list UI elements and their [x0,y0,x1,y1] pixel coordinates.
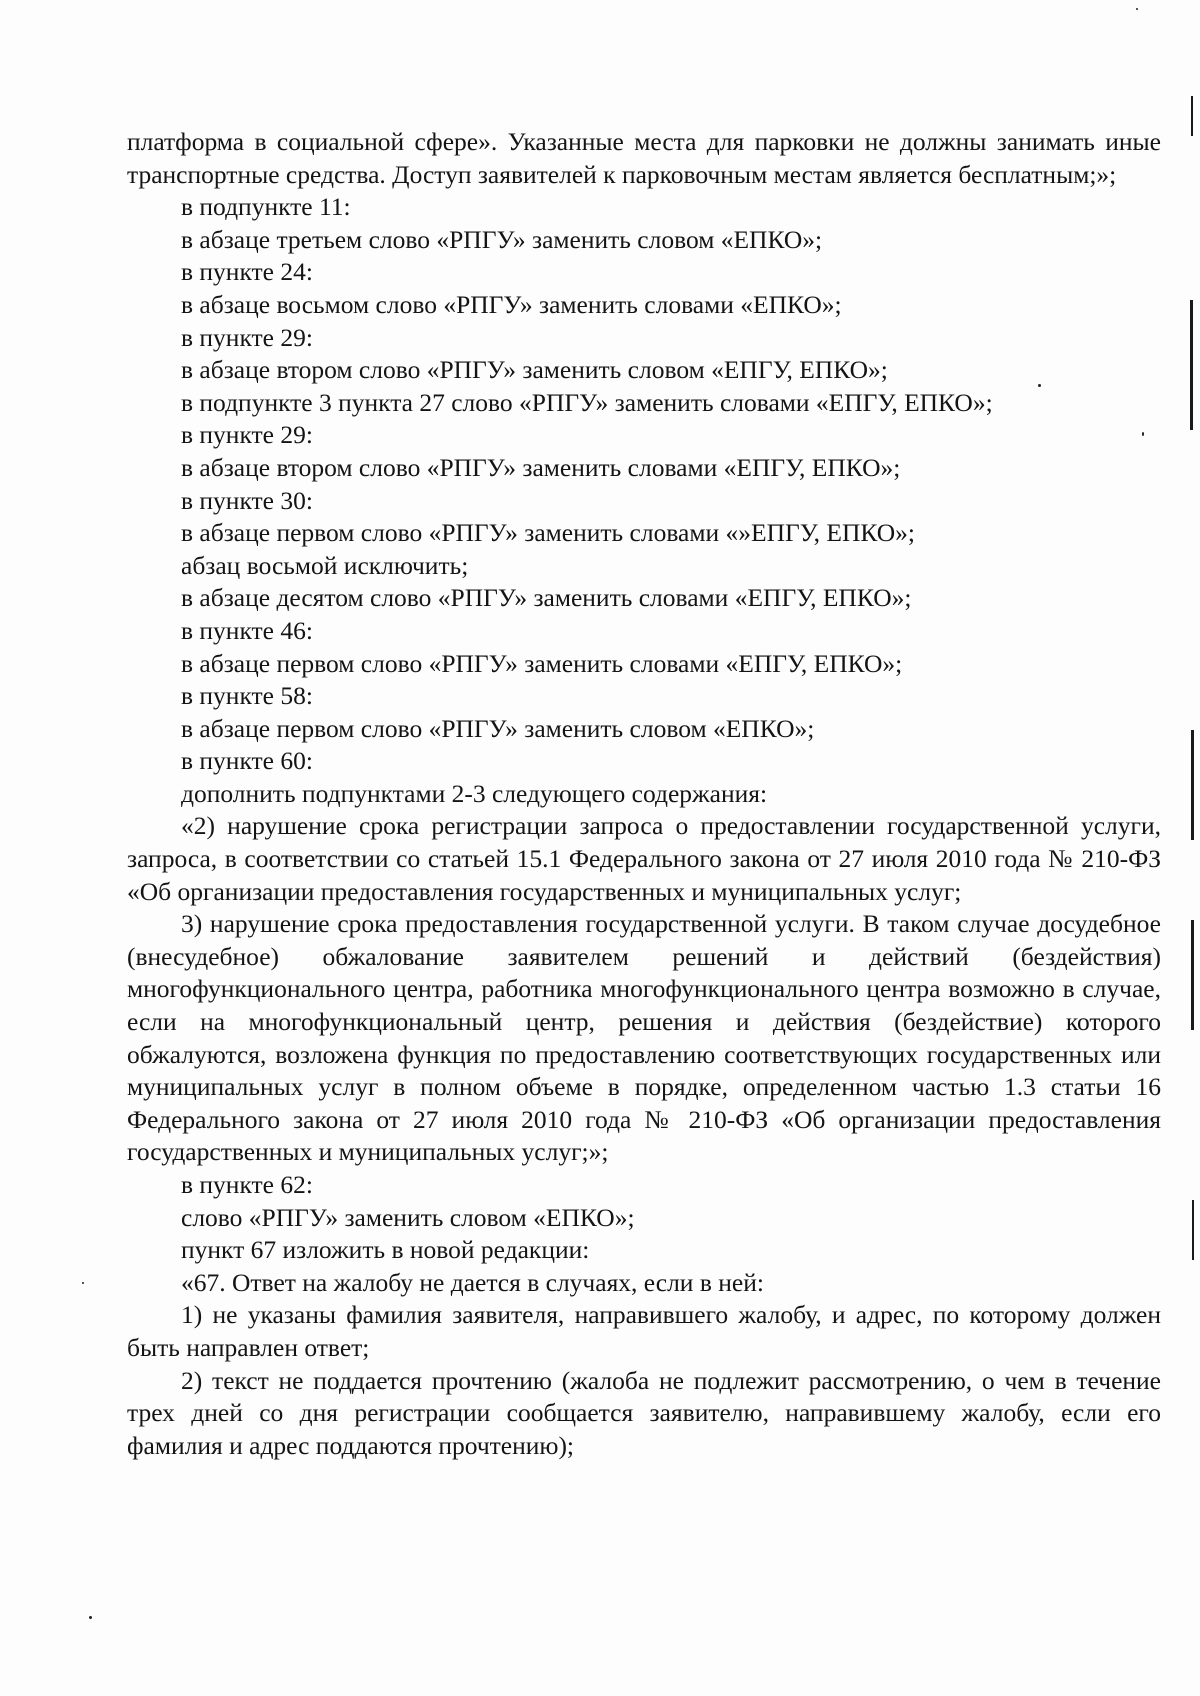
scan-edge-mark [1192,1200,1194,1260]
body-paragraph: в абзаце первом слово «РПГУ» заменить словами «»ЕПГУ, ЕПКО»; [181,518,915,548]
body-paragraph: в пункте 24: [181,257,313,287]
body-paragraph: 3) нарушение срока предоставления государственной услуги. В таком случае досудебное (внесудебное) обжалование заявителем решений и действий (бездействия) многофункционального центра, работника многофункционального центра возможно в случае, если на многофункциональный центр, решения и действия (бездействие) которого обжалуются, возложена функция по предоставлению соответствующих государственных или муниципальных услуг в полном объеме в порядке, определенном частью 1.3 статьи 16 Федерального закона от 27 июля 2010 года № 210-ФЗ «Об организации предоставления государственных и муниципальных услуг;»; [127,909,1161,1167]
body-paragraph: в пункте 58: [181,681,313,711]
body-paragraph: слово «РПГУ» заменить словом «ЕПКО»; [181,1202,635,1232]
body-paragraph: в пункте 46: [181,615,313,645]
body-paragraph: «2) нарушение срока регистрации запроса о предоставлении государственной услуги, запроса, в соответствии со статьей 15.1 Федерального закона от 27 июля 2010 года № 210-ФЗ «Об организации предоставления государственных и муниципальных услуг; [127,811,1161,906]
body-paragraph: в пункте 62: [181,1170,313,1199]
body-paragraph: в абзаце восьмом слово «РПГУ» заменить словами «ЕПКО»; [181,289,842,319]
body-paragraph: в подпункте 3 пункта 27 слово «РПГУ» заменить словами «ЕПГУ, ЕПКО»; [181,387,993,417]
body-paragraph: 2) текст не поддается прочтению (жалоба не подлежит рассмотрению, о чем в течение трех дней со дня регистрации сообщается заявителю, направившему жалобу, если его фамилия и адрес поддаются прочтению); [127,1365,1161,1460]
body-paragraph: в абзаце втором слово «РПГУ» заменить словом «ЕПГУ, ЕПКО»; [181,355,888,385]
body-paragraph: в абзаце первом слово «РПГУ» заменить словом «ЕПКО»; [181,713,815,743]
scan-speck [89,1616,92,1619]
scan-edge-mark [1191,920,1194,1030]
document-body [127,126,1161,1462]
body-paragraph: в пункте 60: [181,746,313,776]
body-paragraph: абзац восьмой исключить; [181,550,469,580]
scan-edge-mark [1191,96,1193,136]
body-paragraph: в абзаце десятом слово «РПГУ» заменить словами «ЕПГУ, ЕПКО»; [181,583,912,613]
body-paragraph: пункт 67 изложить в новой редакции: [181,1235,590,1265]
body-paragraph: в абзаце третьем слово «РПГУ» заменить словом «ЕПКО»; [181,224,823,254]
body-paragraph: в абзаце первом слово «РПГУ» заменить словами «ЕПГУ, ЕПКО»; [181,648,903,678]
body-paragraph: в подпункте 11: [181,192,351,222]
scan-speck [82,1282,84,1284]
scan-edge-mark [1190,300,1193,430]
body-paragraph: в абзаце втором слово «РПГУ» заменить словами «ЕПГУ, ЕПКО»; [181,452,901,482]
body-paragraph: 1) не указаны фамилия заявителя, направившего жалобу, и адрес, по которому должен быть направлен ответ; [127,1300,1161,1362]
body-paragraph: дополнить подпунктами 2-3 следующего содержания: [181,778,768,808]
body-paragraph: платформа в социальной сфере». Указанные места для парковки не должны занимать иные транспортные средства. Доступ заявителей к парковочным местам является бесплатным;»; [127,127,1161,189]
body-paragraph: в пункте 29: [181,420,313,450]
body-paragraph: «67. Ответ на жалобу не дается в случаях, если в ней: [181,1267,764,1297]
body-paragraph: в пункте 29: [181,322,313,352]
scan-edge-mark [1191,730,1194,840]
body-paragraph: в пункте 30: [181,485,313,515]
scan-speck [1136,8,1138,10]
